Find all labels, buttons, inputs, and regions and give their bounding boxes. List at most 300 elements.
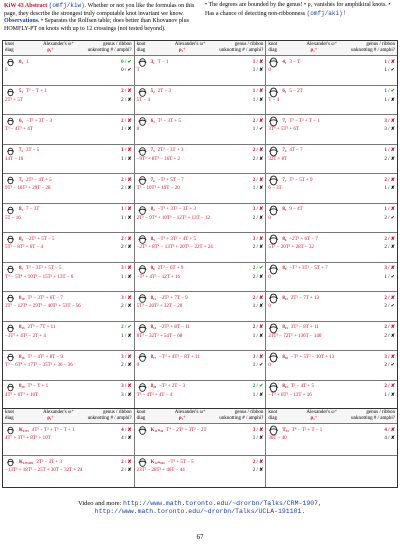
rho-value: 0 — [268, 363, 271, 368]
knot-line-rho — [137, 275, 264, 281]
unknotting-amphi-status: 1 / ✘ — [121, 127, 132, 132]
knot-name[interactable]: 8₉ — [282, 266, 287, 271]
unknotting-amphi-status: 2 / ✔ — [384, 363, 396, 368]
unknotting-amphi-status: 1 / ✘ — [384, 186, 396, 191]
knot-cell — [134, 145, 266, 174]
unknotting-amphi-status: 2 / ✘ — [384, 333, 396, 339]
alexander-polynomial: T⁴ − T³ + T − 1 — [291, 427, 323, 433]
knot-name[interactable]: 8₁₈ — [282, 354, 288, 360]
knot-diagram-icon — [137, 57, 148, 68]
knot-diagram-icon — [137, 234, 148, 245]
knot-line-rho — [137, 334, 264, 340]
genus-ribbon-status: 1 / ✘ — [252, 59, 264, 65]
footer-link-crm[interactable]: http://www.math.toronto.edu/~drorbn/Talks/CRM-1907, — [122, 500, 322, 507]
alexander-polynomial: T³ − 4T² + 8T − 9 — [27, 354, 64, 360]
genus-ribbon-status: 2 / ✘ — [121, 118, 132, 124]
header-cell — [134, 41, 266, 55]
rho-value: 8T³ − 32T² + 54T − 68 — [136, 333, 183, 339]
genus-ribbon-status: 2 / ✘ — [121, 89, 132, 94]
alexander-polynomial: T³ − T² + T − 1 — [289, 118, 320, 124]
rho-value: 5T − 4 — [136, 97, 150, 103]
knot-cell — [134, 351, 266, 380]
rho-value: 0 — [136, 363, 140, 368]
genus-ribbon-status: 2 / ✘ — [252, 118, 264, 124]
knot-line-rho — [268, 245, 395, 251]
knot-name[interactable]: 8₁₃ — [19, 325, 25, 330]
header-alexander: Alexander's ω⁺ — [306, 410, 338, 415]
knot-line-top — [137, 293, 264, 304]
genus-ribbon-status: 2 / ✘ — [384, 384, 396, 389]
knot-line-rho — [137, 304, 264, 310]
header-unknotting: unknotting # / amphi? — [87, 48, 132, 53]
knot-name[interactable]: 5₂ — [150, 89, 155, 94]
abstract-title: KiW 43 Abstract — [4, 3, 48, 9]
rho-value: 14T − 16 — [5, 156, 24, 162]
knot-line-rho — [137, 157, 264, 163]
observations-label: Observations. — [4, 18, 40, 24]
knot-line-top — [5, 175, 132, 186]
genus-ribbon-status: 0 / ✔ — [121, 59, 132, 65]
knot-cell — [265, 174, 397, 203]
knot-cell — [3, 145, 134, 174]
knot-diagram-icon — [137, 382, 148, 393]
rho-value: −13T³ + 18T² − 25T + 30T − 32T + 24 — [5, 468, 83, 473]
rho-value: 5T³ − 20T² + 32T − 20 — [136, 304, 183, 309]
rho-value: 4T⁵ + 6T³ + 10T — [5, 392, 39, 398]
knot-name[interactable]: 8₁₇ — [150, 354, 157, 360]
genus-ribbon-status: 2 / ✘ — [384, 236, 396, 242]
knot-line-top — [5, 234, 132, 245]
knot-diagram-icon — [5, 175, 16, 186]
knot-diagram-icon — [5, 323, 16, 334]
knot-name[interactable]: 8₇ — [19, 266, 23, 271]
alexander-polynomial: −T³ + 3T² − 5T + 7 — [289, 266, 328, 271]
knot-line-top — [137, 264, 264, 275]
header-knot: knot — [268, 410, 278, 415]
genus-ribbon-status: 2 / ✘ — [121, 236, 132, 242]
knot-name[interactable]: K₁₂ₐ₁₂₀₂ — [19, 459, 34, 465]
header-diag: diag — [136, 48, 146, 53]
unknotting-amphi-status: 3 / ✘ — [384, 127, 396, 132]
rho-value: 5T³ − 8T² + 6T − 4 — [5, 245, 44, 250]
header-diag: diag — [5, 416, 14, 421]
header-line-bottom — [5, 416, 132, 422]
footer-prefix: Video and more: — [78, 500, 122, 507]
knot-line-top — [268, 264, 395, 275]
abstract-title-link[interactable]: (omfj/kiw) — [48, 2, 85, 9]
header-line-bottom — [268, 48, 395, 54]
rho-value: 21T³ − 72T² + 136T − 140 — [268, 333, 322, 339]
knot-name[interactable]: K₁₁ₙ₃₄ — [150, 427, 164, 433]
knot-diagram-icon — [137, 457, 148, 468]
alexander-polynomial: −T³ + 4T² − 8T + 11 — [159, 354, 200, 360]
knot-line-rho — [5, 68, 132, 74]
knot-name[interactable]: 7₄ — [282, 148, 287, 153]
genus-ribbon-status: 3 / ✘ — [121, 295, 132, 301]
knot-name[interactable]: 6₁ — [282, 89, 287, 94]
knot-table-secondary — [2, 408, 398, 488]
knot-diagram-icon — [5, 382, 16, 393]
knot-line-top — [137, 352, 264, 363]
knot-diagram-icon — [137, 87, 148, 98]
knot-line-rho — [5, 186, 132, 192]
knot-line-rho — [137, 98, 264, 104]
alexander-polynomial: T³ − 3T² + 6T − 7 — [27, 295, 64, 301]
header-diag: diag — [268, 416, 277, 421]
knot-line-top — [5, 146, 132, 157]
header-line-bottom — [137, 416, 264, 422]
rho-value: 2T³ + 5T — [5, 97, 23, 103]
knot-line-rho — [5, 304, 132, 310]
knot-name[interactable]: 8₃ — [282, 207, 287, 212]
knot-line-top — [137, 425, 264, 436]
alexander-polynomial: −T² + 2T − 3 — [159, 384, 186, 389]
table-row — [3, 203, 397, 233]
knot-cell — [134, 381, 266, 410]
alexander-polynomial: 2T² − 7T + 13 — [290, 295, 320, 301]
unknotting-amphi-status: 2 / ✘ — [252, 468, 264, 473]
table-row — [3, 380, 397, 410]
alexander-polynomial: T³ − T + 1 — [27, 384, 49, 389]
alexander-polynomial: −T² + 3T − 3 — [26, 118, 52, 124]
genus-ribbon-status: 2 / ✘ — [252, 459, 264, 465]
unknotting-amphi-status: 2 / ✘ — [121, 97, 132, 103]
unknotting-amphi-status: 2 / ✘ — [384, 245, 396, 250]
rho-value: 9T³ − 16T² + 29T − 28 — [5, 186, 51, 191]
table-row — [3, 85, 397, 115]
knot-name[interactable]: 8₁₄ — [150, 325, 157, 330]
knot-cell — [265, 424, 397, 455]
knot-diagram-icon — [5, 116, 16, 127]
header-genus: genus / ribbon — [234, 410, 264, 415]
genus-ribbon-status: 3 / ✘ — [252, 207, 264, 212]
unknotting-amphi-status: 2 / ✔ — [384, 304, 396, 309]
knot-name[interactable]: 8₁₀ — [19, 295, 25, 301]
knot-line-top — [268, 382, 395, 393]
knot-cell — [265, 56, 397, 85]
knot-cell — [265, 145, 397, 174]
table-row — [3, 455, 397, 487]
knot-name[interactable]: 4₁ — [282, 59, 287, 65]
abstract-text: . Whether or not you like the formulas on this page, they describe the strongest truly computable knot invariant we know. — [4, 3, 195, 17]
unknotting-amphi-status: 2 / ✔ — [384, 215, 396, 221]
header-genus: genus / ribbon — [366, 42, 396, 47]
unknotting-amphi-status: 1 / ✘ — [252, 186, 264, 191]
knot-line-rho — [268, 363, 395, 369]
knot-diagram-icon — [5, 264, 16, 275]
knot-name[interactable]: K₁₁ₐ₁ — [19, 427, 29, 433]
knot-name[interactable]: 8₁₁ — [150, 295, 157, 301]
footer-link-ucla[interactable]: http://www.math.toronto.edu/~drorbn/Talks/UCLA-191101. — [94, 508, 306, 515]
unknotting-amphi-status: 2 / ✘ — [252, 245, 264, 250]
genus-ribbon-status: 2 / ✘ — [252, 295, 264, 301]
unknotting-amphi-status: 1 / ✔ — [384, 68, 396, 73]
table-row — [3, 144, 397, 174]
rho-value: −T³ + 6T² − 13T + 16 — [268, 392, 312, 398]
header-unknotting: unknotting # / amphi? — [219, 416, 264, 421]
alexander-polynomial: T² − 3T + 5 — [157, 118, 181, 124]
alexander-polynomial: 2T² − 6T + 9 — [157, 266, 184, 271]
header-unknotting: unknotting # / amphi? — [87, 416, 132, 421]
knot-diagram-icon — [137, 293, 148, 304]
unknotting-amphi-status: 1 / ✔ — [384, 274, 396, 280]
alexander-polynomial: T² − 5T + 9 — [289, 177, 313, 183]
rho-value: T³ − 4T² + 4T − 4 — [136, 392, 173, 398]
genus-ribbon-status: 1 / ✘ — [384, 207, 396, 212]
rho-value: 6 − 3T — [268, 186, 282, 191]
header-alexander: Alexander's ω⁺ — [174, 410, 206, 415]
knot-name[interactable]: T₃₃ — [282, 427, 289, 433]
unknotting-amphi-status: 2 / ✘ — [121, 245, 132, 250]
unknotting-amphi-status: 1 / ✘ — [384, 97, 396, 103]
rho-value: T — [136, 68, 140, 73]
knot-diagram-icon — [268, 264, 279, 275]
knot-name[interactable]: 8₁₅ — [282, 325, 288, 330]
rho-value: 0 — [268, 274, 271, 280]
header-alexander: Alexander's ω⁺ — [306, 42, 338, 47]
knot-name[interactable]: 8₁₆ — [19, 354, 25, 360]
knot-line-rho — [5, 98, 132, 104]
knot-name[interactable]: 6₂ — [19, 118, 23, 124]
genus-ribbon-status: 1 / ✘ — [384, 59, 396, 65]
knot-name[interactable]: 8₈ — [150, 266, 155, 271]
knot-cell — [134, 322, 266, 351]
header-line-bottom — [268, 416, 395, 422]
knot-name[interactable]: 7₂ — [19, 148, 23, 153]
knot-line-rho — [137, 468, 264, 474]
header-knot: knot — [268, 42, 278, 47]
knot-diagram-icon — [137, 323, 148, 334]
rho-value: 0 — [268, 215, 271, 221]
intro — [4, 2, 396, 33]
rho-value: 3T⁵ + 5T³ + 6T — [268, 127, 299, 132]
alexander-polynomial: T² − 4T + 5 — [290, 384, 315, 389]
unknotting-amphi-status: 2 / ✘ — [252, 215, 264, 221]
header-cell — [265, 409, 397, 423]
rho-value: 5T − 16 — [5, 215, 21, 221]
unknotting-amphi-status: 1 / ✘ — [252, 436, 264, 441]
table-header-row — [3, 41, 397, 55]
knot-diagram-icon — [5, 87, 16, 98]
header-knot: knot — [136, 410, 146, 415]
knot-cell — [3, 86, 134, 115]
alexander-polynomial: −T³ + 5T² − 10T + 13 — [290, 354, 335, 360]
knot-line-rho — [268, 157, 395, 163]
header-rho: ρ₁⁺ — [178, 48, 186, 53]
observation-2: • The degrees are bounded by the genus! — [205, 2, 303, 8]
genus-ribbon-status: 2 / ✘ — [121, 177, 132, 183]
knot-cell — [265, 292, 397, 321]
alexander-polynomial: −T³ + 5T − 5 — [167, 459, 194, 465]
rho-value: T³ − 10T² + 19T − 20 — [136, 186, 180, 191]
knot-line-rho — [5, 363, 132, 369]
unknotting-amphi-status: 1 / ✘ — [121, 156, 132, 162]
knot-name[interactable]: K₁₂ₙ₂₄₂ — [150, 459, 165, 465]
intro-left — [4, 2, 195, 33]
table-row — [3, 321, 397, 351]
knot-diagram-icon — [5, 293, 16, 304]
unknotting-amphi-status: 0 / ✔ — [121, 68, 132, 73]
alexander-polynomial: −2T² + 6T − 7 — [289, 236, 318, 242]
unknotting-amphi-status: 2 / ✘ — [252, 274, 264, 280]
knot-line-rho — [268, 393, 395, 399]
genus-ribbon-status: 3 / ✘ — [384, 354, 396, 360]
unknotting-amphi-status: 2 / ✘ — [121, 468, 132, 473]
alexander-polynomial: 3 − T — [289, 59, 301, 65]
knot-name[interactable]: 8₁₂ — [282, 295, 288, 301]
knot-line-rho — [268, 127, 395, 133]
knot-name[interactable]: 7₅ — [19, 177, 23, 183]
knot-cell — [3, 456, 134, 487]
table-row — [3, 350, 397, 380]
knot-name[interactable]: 8₂₁ — [282, 384, 288, 389]
knot-diagram-icon — [137, 146, 148, 157]
header-cell — [265, 41, 397, 55]
table-row — [3, 55, 397, 85]
alexander-polynomial: 7 − 3T — [26, 207, 40, 212]
knot-name[interactable]: 8₄ — [19, 236, 23, 242]
knot-line-top — [268, 352, 395, 363]
genus-ribbon-status: 2 / ✔ — [121, 325, 132, 330]
knot-diagram-icon — [5, 352, 16, 363]
unknotting-amphi-status: 1 / ✘ — [121, 333, 132, 339]
genus-ribbon-status: 3 / ✘ — [121, 354, 132, 360]
rho-value: 5T³ − 20T² + 28T − 32 — [268, 245, 314, 250]
knot-line-top — [5, 57, 132, 68]
knot-cell — [134, 204, 266, 233]
unknotting-amphi-status: 1 / ✔ — [252, 363, 264, 368]
knot-name[interactable]: 8₁ — [19, 207, 23, 212]
observation-1: • Separates the Rolfsen table; does better than Khovanov plus HOMFLY-PT on knots with up to 12 crossings (not tested beyond). — [4, 18, 189, 32]
knot-line-top — [268, 87, 395, 98]
genus-ribbon-status: 2 / ✔ — [252, 384, 264, 389]
knot-cell — [265, 263, 397, 292]
alexander-polynomial: 2T² − 4T + 5 — [26, 177, 52, 183]
genus-ribbon-status: 2 / ✘ — [252, 177, 264, 183]
knot-line-rho — [137, 216, 264, 222]
knot-cell — [134, 456, 266, 487]
unknotting-amphi-status: 1 / ✘ — [252, 97, 264, 103]
knot-cell — [265, 204, 397, 233]
knot-name[interactable]: 8₂₀ — [150, 384, 157, 389]
knot-diagram-icon — [268, 352, 279, 363]
knot-line-rho — [5, 436, 132, 442]
knot-line-top — [268, 323, 395, 334]
knot-cell — [3, 381, 134, 410]
observation-3: • ρ₁ vanishes for amphikiral knots. — [303, 2, 387, 8]
knot-diagram-icon — [268, 234, 279, 245]
knot-line-top — [137, 382, 264, 393]
knot-name[interactable]: 7₁ — [282, 118, 287, 124]
knot-line-rho — [5, 393, 132, 399]
knot-name[interactable]: 7₇ — [282, 177, 287, 183]
knot-cell — [265, 86, 397, 115]
knot-line-top — [137, 87, 264, 98]
knot-name[interactable]: 8₂ — [150, 207, 155, 212]
knot-name[interactable]: 8₅ — [150, 236, 155, 242]
knot-line-rho — [5, 216, 132, 222]
table-row — [3, 232, 397, 262]
genus-ribbon-status: 3 / ✘ — [384, 118, 396, 124]
page-number: 67 — [196, 533, 204, 541]
knot-diagram-icon — [5, 57, 16, 68]
observation-4-link[interactable]: (omfj/aki)! — [306, 9, 347, 17]
knot-line-top — [268, 234, 395, 245]
knot-line-top — [137, 57, 264, 68]
header-rho: ρ₁⁺ — [47, 48, 55, 53]
knot-line-top — [5, 457, 132, 468]
knot-diagram-icon — [268, 425, 279, 436]
header-rho: ρ₁⁺ — [178, 416, 186, 421]
knot-name[interactable]: 7₃ — [150, 148, 155, 153]
table-row — [3, 173, 397, 203]
knot-line-top — [137, 457, 264, 468]
knot-diagram-icon — [137, 264, 148, 275]
unknotting-amphi-status: 1 / ✘ — [384, 392, 396, 398]
knot-cell — [134, 56, 266, 85]
alexander-polynomial: 3T² − 8T + 11 — [290, 325, 319, 330]
knot-name[interactable]: 8₁₉ — [19, 384, 25, 389]
knot-diagram-icon — [137, 116, 148, 127]
knot-name[interactable]: 3₁ — [150, 59, 155, 65]
knot-line-rho — [137, 363, 264, 369]
knot-cell — [3, 56, 134, 85]
knot-diagram-icon — [268, 175, 279, 186]
header-diag: diag — [268, 48, 277, 53]
alexander-polynomial: −T³ + 3T² − 4T + 5 — [157, 236, 197, 242]
alexander-polynomial: −2T² + 8T − 11 — [159, 325, 190, 330]
knot-line-rho — [268, 275, 395, 281]
knot-cell — [3, 115, 134, 144]
knot-line-top — [268, 175, 395, 186]
knot-line-rho — [268, 68, 395, 74]
header-genus: genus / ribbon — [103, 410, 132, 415]
alexander-polynomial: 4T³ − T² + T³ − T + 1 — [31, 427, 75, 433]
knot-diagram-icon — [268, 146, 279, 157]
knot-line-rho — [268, 304, 395, 310]
knot-name[interactable]: 6₃ — [150, 118, 155, 124]
knot-name[interactable]: 5₁ — [19, 89, 23, 94]
rho-value: 2T⁵ − 9T⁴ + 10T³ − 12T² + 13T − 12 — [136, 215, 210, 221]
knot-line-top — [5, 382, 132, 393]
header-cell — [3, 41, 134, 55]
header-genus: genus / ribbon — [234, 42, 264, 47]
rho-value: T³ − 4T² + 4T — [5, 127, 33, 132]
knot-name[interactable]: 7₆ — [150, 177, 155, 183]
header-unknotting: unknotting # / amphi? — [219, 48, 264, 53]
knot-line-rho — [137, 436, 264, 442]
rho-value: −3T³ + 4T² − 2T + 4 — [5, 333, 46, 339]
rho-value: −2T⁵ + 8T⁴ − 13T³ + 20T² − 22T + 24 — [136, 245, 213, 250]
knot-cell — [3, 233, 134, 262]
knot-diagram-icon — [5, 425, 16, 436]
unknotting-amphi-status: 1 / ✘ — [252, 333, 264, 339]
header-rho: ρ₁⁺ — [310, 416, 318, 421]
rho-value: 23T³ − 28T² + 46T − 44 — [136, 468, 185, 473]
knot-name[interactable]: 8₆ — [282, 236, 287, 242]
table-header-row — [3, 409, 397, 423]
genus-ribbon-status: 2 / ✘ — [384, 295, 396, 301]
header-rho: ρ₁⁺ — [310, 48, 318, 53]
header-rho: ρ₁⁺ — [47, 416, 55, 421]
knot-cell — [3, 263, 134, 292]
alexander-polynomial: 2T − 3 — [157, 89, 171, 94]
knot-line-top — [268, 146, 395, 157]
knot-name[interactable]: 0₁ — [19, 59, 23, 65]
unknotting-amphi-status: 1 / ✘ — [252, 392, 264, 398]
header-unknotting: unknotting # / amphi? — [350, 48, 395, 53]
header-line-bottom — [137, 48, 264, 54]
